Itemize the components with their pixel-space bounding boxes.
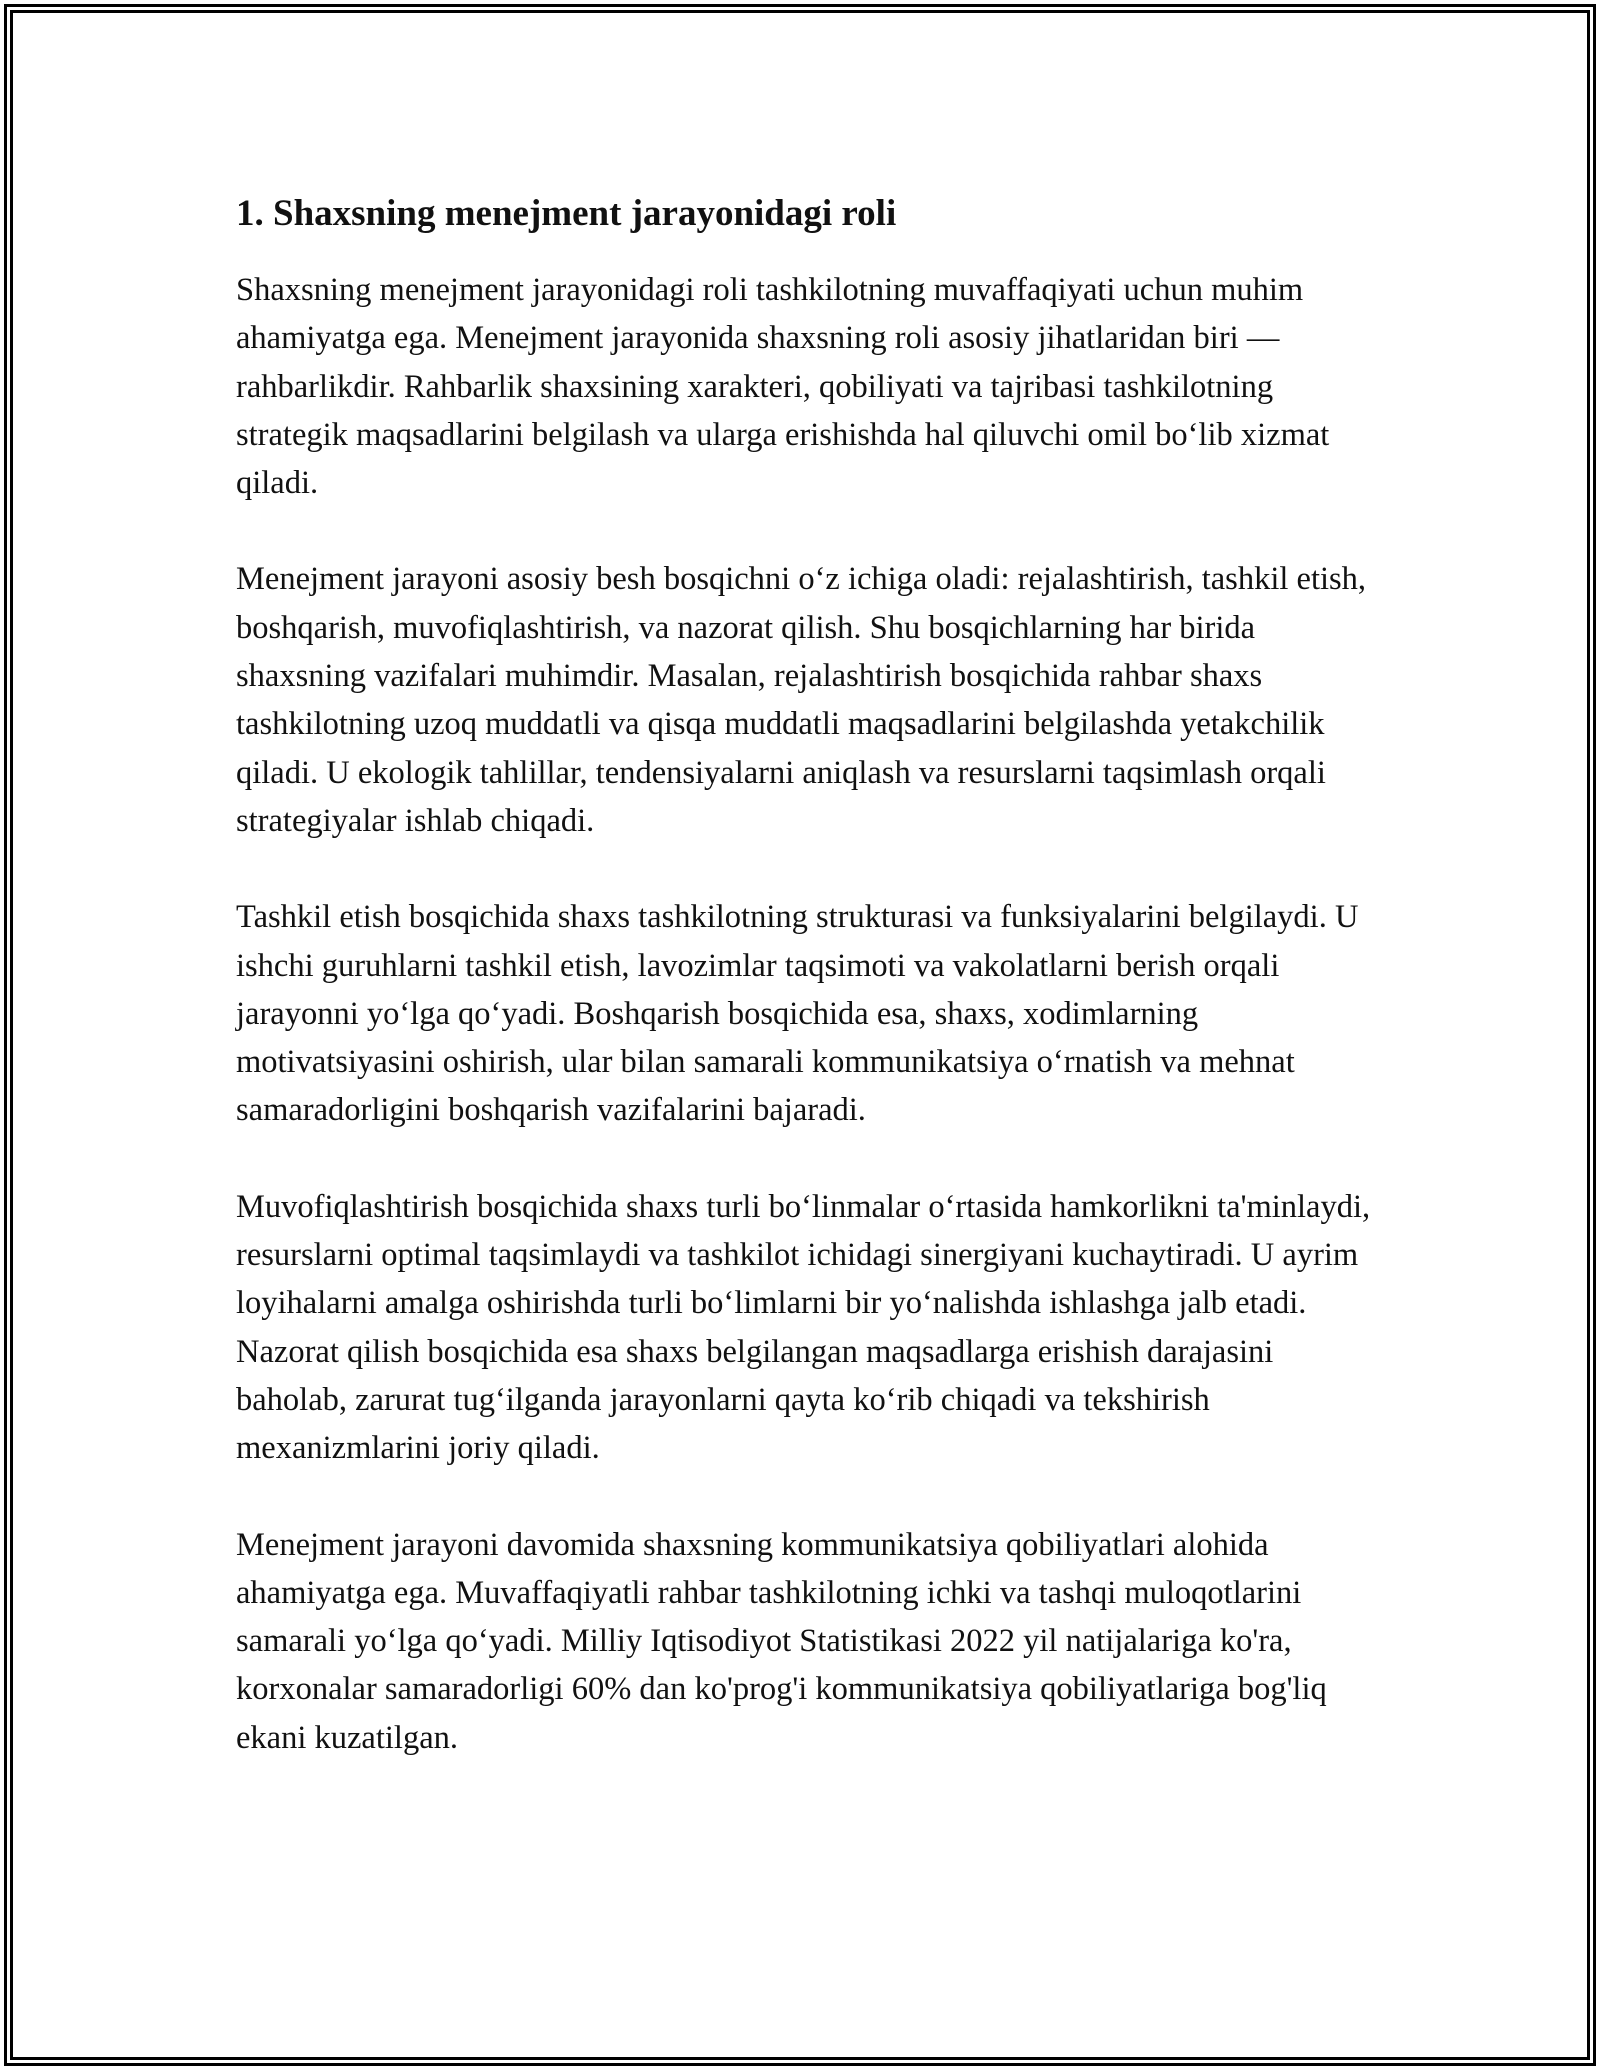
- paragraph-organizing-stage: Tashkil etish bosqichida shaxs tashkilotning strukturasi va funksiyalarini belgilaydi. U ishchi guruhlarni tashkil etish, lavozimlar taqsimoti va vakolatlarni berish orqali jarayonni yo‘lga qo‘yadi. Boshqarish bosqichida esa, shaxs, xodimlarning motivatsiyasini oshirish, ular bilan samarali kommunikatsiya o‘rnatish va mehnat samaradorligini boshqarish vazifalarini bajaradi.: [236, 899, 1359, 1129]
- paragraph-leadership: Shaxsning menejment jarayonidagi roli tashkilotning muvaffaqiyati uchun muhim ahamiyatga ega. Menejment jarayonida shaxsning roli asosiy jihatlaridan biri — rahbarlikdir. Rahbarlik shaxsining xarakteri, qobiliyati va tajribasi tashkilotning strategik maqsadlarini belgilash va ularga erishishda hal qiluvchi omil bo‘lib xizmat qiladi.: [236, 272, 1330, 502]
- section-heading: 1. Shaxsning menejment jarayonidagi roli: [236, 193, 897, 234]
- paragraph-management-stages: Menejment jarayoni asosiy besh bosqichni o‘z ichiga oladi: rejalashtirish, tashkil etish, boshqarish, muvofiqlashtirish, va nazorat qilish. Shu bosqichlarning har birida shaxsning vazifalari muhimdir. Masalan, rejalashtirish bosqichida rahbar shaxs tashkilotning uzoq muddatli va qisqa muddatli maqsadlarini belgilashda yetakchilik qiladi. U ekologik tahlillar, tendensiyalarni aniqlash va resurslarni taqsimlash orqali strategiyalar ishlab chiqadi.: [236, 561, 1367, 839]
- paragraph-coordination-stage: Muvofiqlashtirish bosqichida shaxs turli bo‘linmalar o‘rtasida hamkorlikni ta'minlaydi, resurslarni optimal taqsimlaydi va tashkilot ichidagi sinergiyani kuchaytiradi. U ayrim loyihalarni amalga oshirishda turli bo‘limlarni bir yo‘nalishda ishlashga jalb etadi. Nazorat qilish bosqichida esa shaxs belgilangan maqsadlarga erishish darajasini baholab, zarurat tug‘ilganda jarayonlarni qayta ko‘rib chiqadi va tekshirish mexanizmlarini joriy qiladi.: [236, 1188, 1371, 1467]
- paragraph-communication: Menejment jarayoni davomida shaxsning kommunikatsiya qobiliyatlari alohida ahamiyatga ega. Muvaffaqiyatli rahbar tashkilotning ichki va tashqi muloqotlarini samarali yo‘lga qo‘yadi. Milliy Iqtisodiyot Statistikasi 2022 yil natijalariga ko'ra, korxonalar samaradorligi 60% dan ko'prog'i kommunikatsiya qobiliyatlariga bog'liq ekani kuzatilgan.: [236, 1526, 1327, 1756]
- document-body: [236, 186, 1376, 1810]
